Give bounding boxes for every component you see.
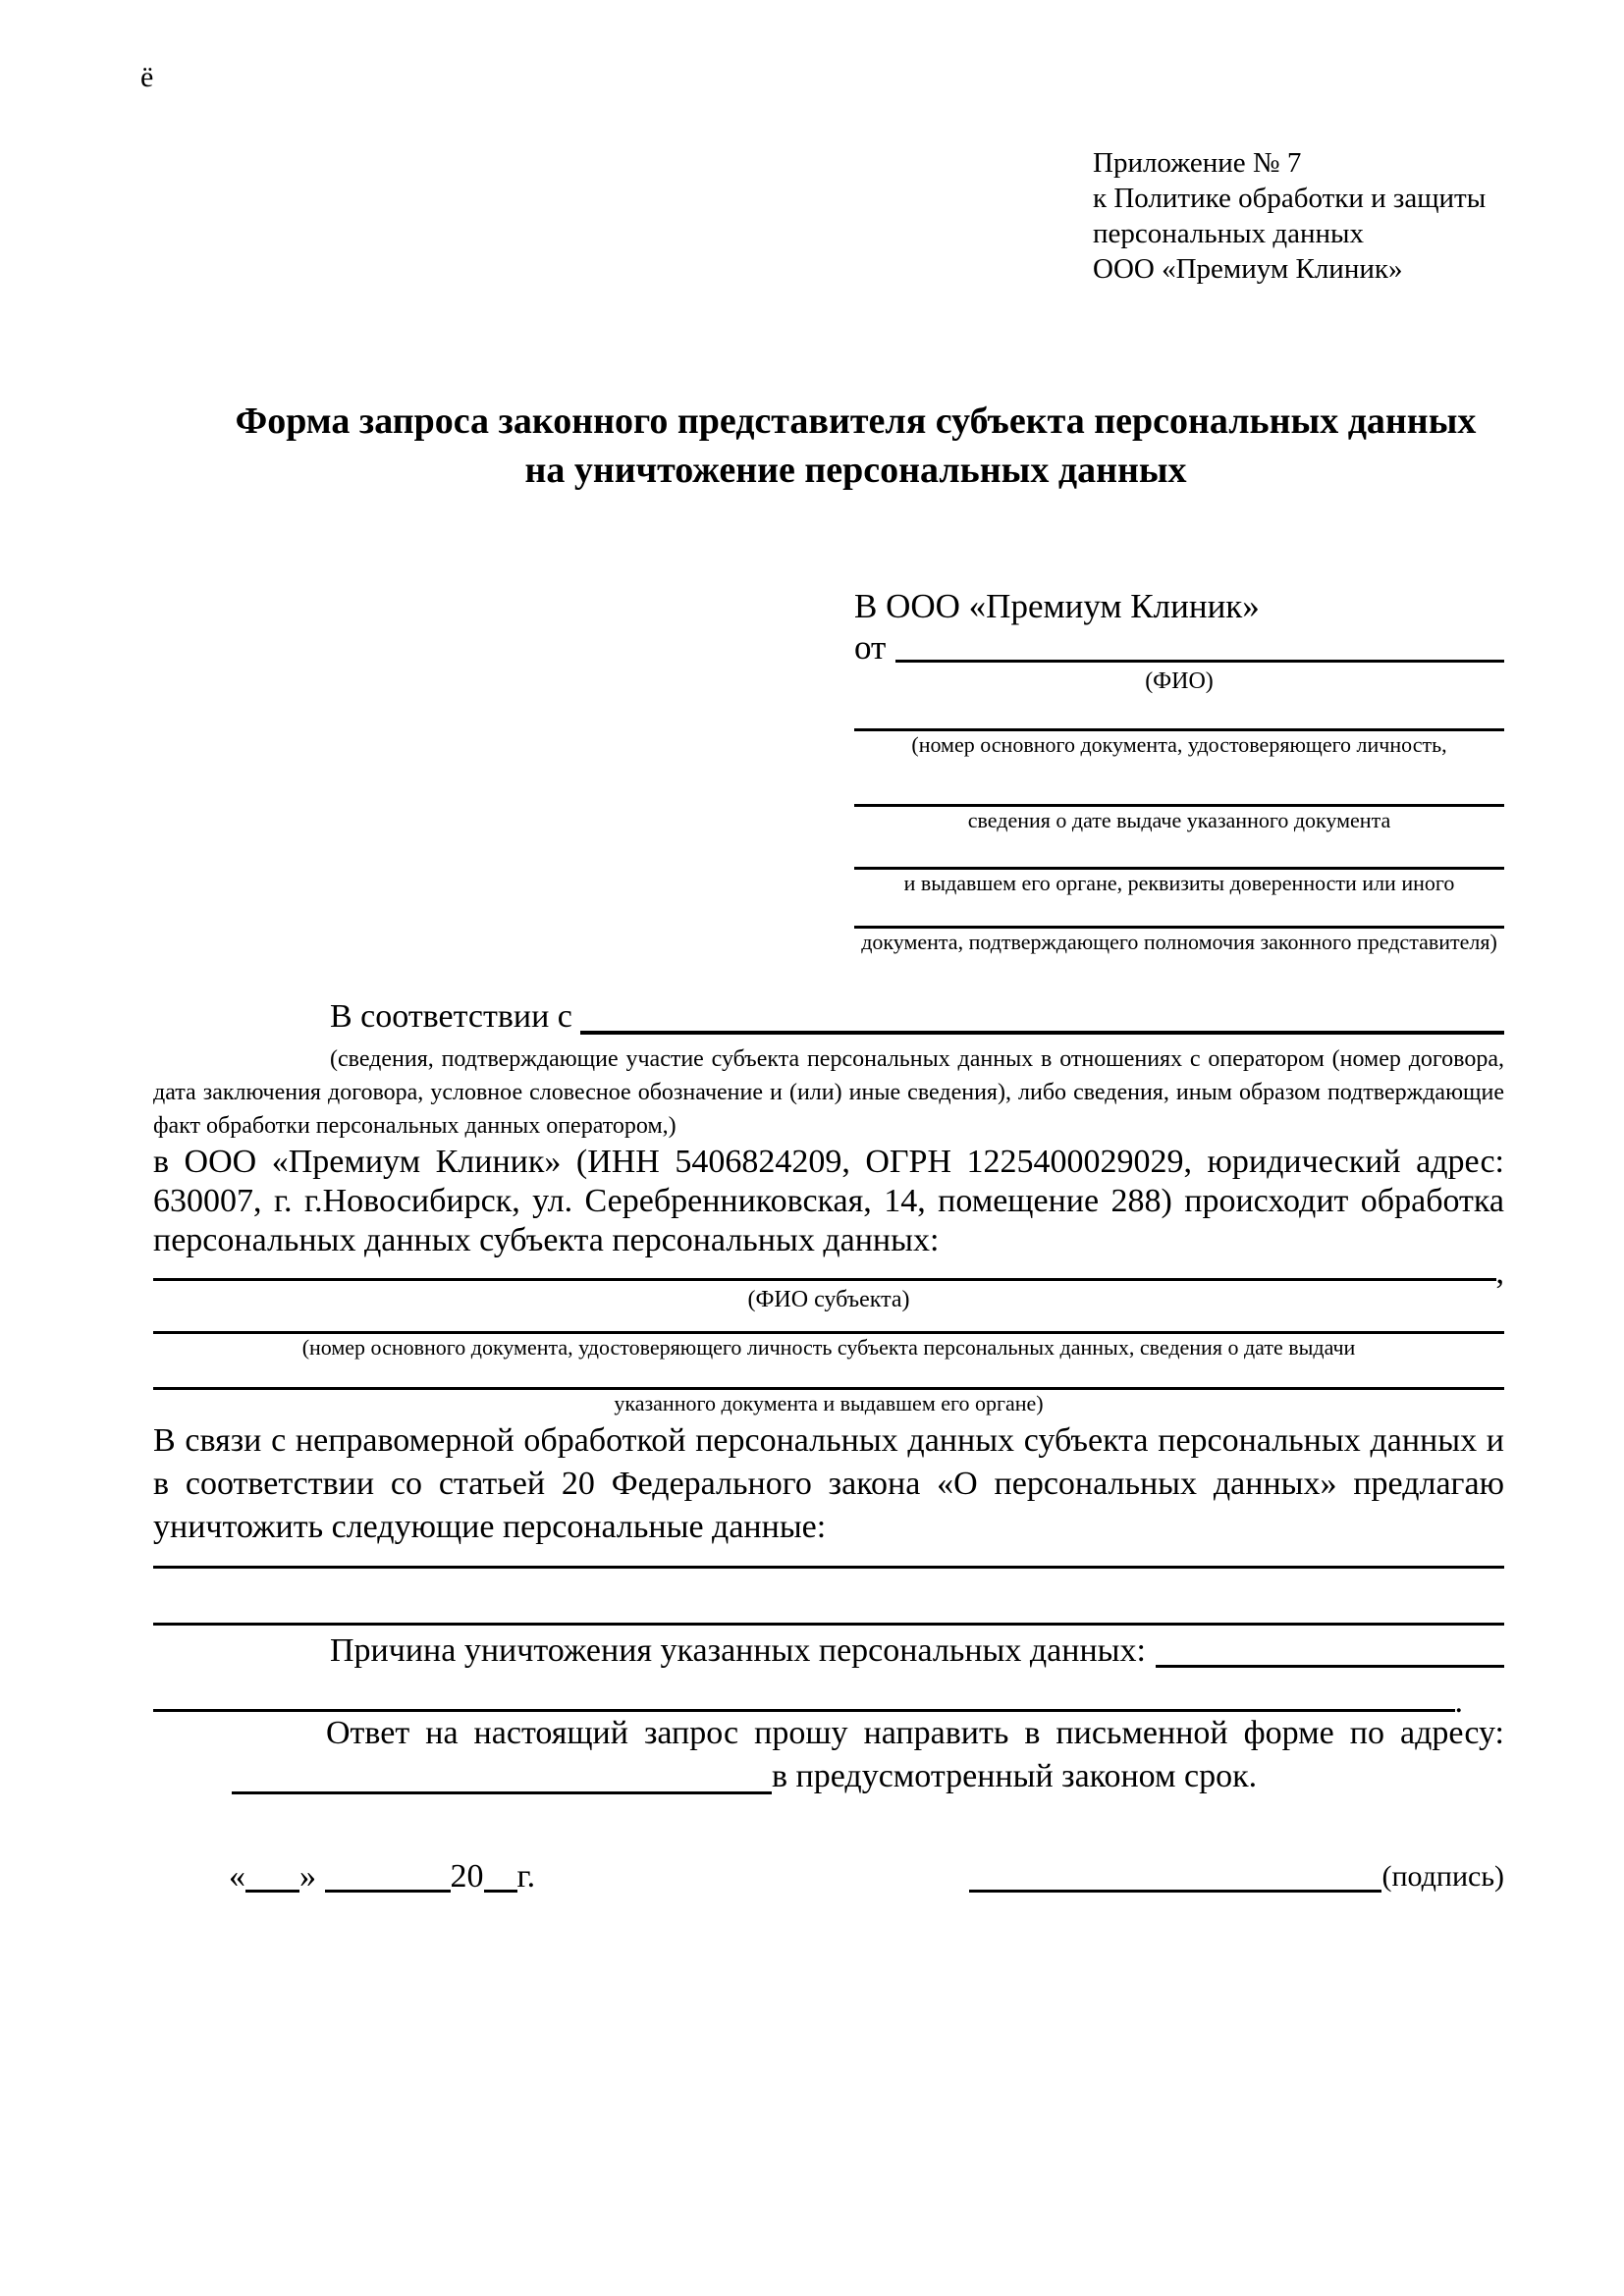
year-suffix: г.: [516, 1858, 536, 1895]
response-request-text: Ответ на настоящий запрос прошу направить в письменной форме по адресу:: [326, 1715, 1504, 1751]
response-address-row: [153, 1755, 1504, 1798]
subject-fio-caption: (ФИО субъекта): [747, 1287, 910, 1312]
signature-caption: (подпись): [1381, 1860, 1504, 1893]
accordance-label: В соответствии с: [330, 998, 572, 1035]
document-title: [153, 397, 1504, 495]
reason-row: [153, 1629, 1504, 1673]
doc-number-caption: (номер основного документа, удостоверяющего личность,: [911, 732, 1447, 757]
operator-paragraph: в ООО «Премиум Клиник» (ИНН 5406824209, ОГРН 1225400029029, юридический адрес: 630007, г. г.Новосибирск, ул. Серебренниковская, 14, помещение 288) происходит обработка персональных данных субъекта персональных данных:: [153, 1144, 1504, 1258]
year-fill-line: [484, 1890, 517, 1893]
signature-fill-line: [969, 1890, 1381, 1893]
unlawful-processing-paragraph: В связи с неправомерной обработкой персональных данных субъекта персональных данных и в соответствии со статьей 20 Федерального закона «О персональных данных» предлагаю уничтожить следующие персональные данные:: [153, 1422, 1504, 1545]
data-to-destroy-fill-line-1: [153, 1566, 1504, 1569]
subject-doc-caption-2: указанного документа и выдавшем его органе): [614, 1391, 1044, 1415]
close-quote: »: [299, 1858, 316, 1895]
stray-character: ё: [140, 61, 154, 93]
issue-date-caption: сведения о дате выдаче указанного документа: [967, 808, 1391, 832]
addressee-to: В ООО «Премиум Клиник»: [854, 587, 1260, 625]
authority-document-caption: документа, подтверждающего полномочия законного представителя): [861, 930, 1497, 954]
subject-fio-row: [153, 1255, 1504, 1291]
reason-label: Причина уничтожения указанных персональных данных:: [330, 1632, 1146, 1669]
subject-fio-fill-line: [153, 1278, 1496, 1281]
issuing-authority-caption: и выдавшем его органе, реквизиты доверенности или иного: [903, 871, 1455, 895]
accordance-fill-line: [580, 1031, 1504, 1035]
accordance-fine-print: (сведения, подтверждающие участие субъекта персональных данных в отношениях с оператором (номер договора, дата заключения договора, условное словесное обозначение и (или) иные сведения), либо сведения, иным образом подтверждающие факт обработки персональных данных оператором,): [153, 1046, 1504, 1139]
data-to-destroy-fill-line-2: [153, 1623, 1504, 1626]
subject-doc-caption-1: (номер основного документа, удостоверяющего личность субъекта персональных данных, сведения о дате выдачи: [301, 1335, 1356, 1360]
fio-caption: (ФИО): [1145, 668, 1214, 694]
reason-continuation-row: [153, 1683, 1504, 1720]
addressee-from-row: [854, 628, 1504, 667]
document-title-line1: Форма запроса законного представителя субъекта персональных данных: [235, 400, 1477, 442]
appendix-header-line: Приложение № 7: [1093, 147, 1302, 179]
address-fill-line: [232, 1791, 772, 1794]
reason-fill-line: [1156, 1665, 1504, 1668]
sentence-period: .: [1454, 1683, 1463, 1720]
addressee-from-label: от: [854, 628, 887, 667]
response-tail-text: в предусмотренный законом срок.: [772, 1758, 1258, 1794]
document-title-line2: на уничтожение персональных данных: [524, 450, 1187, 491]
document-content: [0, 145, 1624, 1898]
appendix-header-line: к Политике обработки и защиты: [1093, 183, 1487, 214]
year-prefix: 20: [450, 1858, 484, 1895]
month-fill-line: [325, 1890, 451, 1893]
addressee-block: [854, 585, 1504, 956]
open-quote: «: [229, 1858, 245, 1895]
fio-fill-line: [895, 660, 1504, 663]
accordance-row: [153, 995, 1504, 1039]
response-request-line: [153, 1712, 1504, 1755]
appendix-header-line: персональных данных: [1093, 218, 1365, 249]
subject-fio-trailing-comma: ,: [1495, 1255, 1504, 1291]
appendix-header: [1093, 145, 1504, 287]
day-fill-line: [245, 1890, 299, 1893]
appendix-header-line: ООО «Премиум Клиник»: [1093, 253, 1403, 285]
date-signature-row: [153, 1855, 1504, 1898]
date-blank-group: [229, 1855, 535, 1898]
